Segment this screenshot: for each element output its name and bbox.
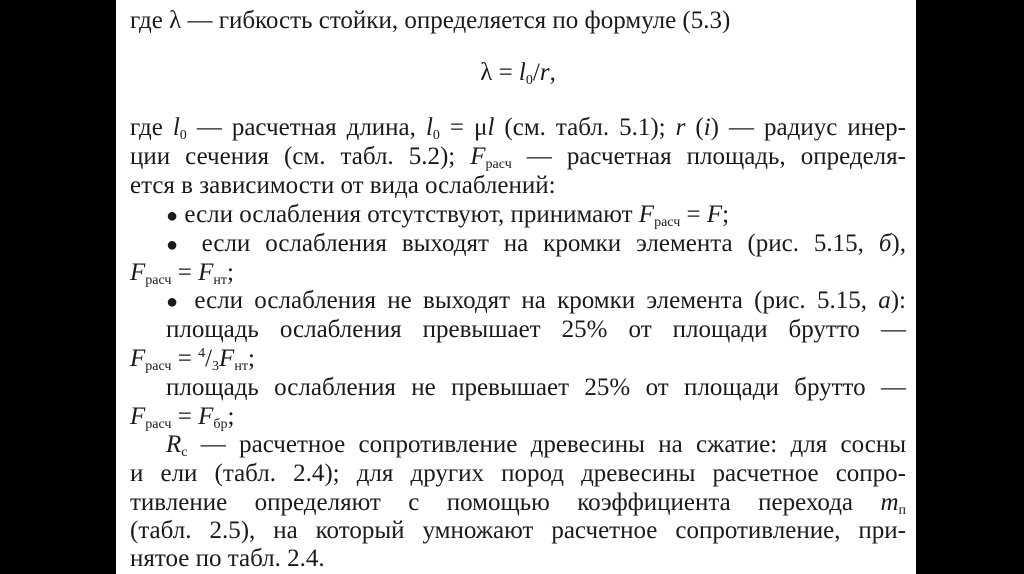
text-span: ;: [247, 345, 255, 372]
text-span: если ослабления не выходят на кромки элемента (рис. 5.15,: [183, 287, 879, 314]
text-sub: расч: [145, 417, 172, 432]
text-span: ),: [891, 230, 906, 257]
text-line: [130, 430, 906, 460]
text-sub: бр: [213, 417, 228, 432]
text-span: (: [685, 114, 704, 141]
text-span: /: [205, 345, 213, 372]
text-italic: F: [706, 201, 723, 228]
text-italic: l: [487, 114, 495, 141]
text-italic: l: [425, 114, 433, 141]
text-italic: б: [878, 230, 892, 257]
text-italic: l: [172, 114, 180, 141]
text-line: [130, 488, 906, 518]
bullet-item: [130, 200, 906, 230]
text-span: нятое по табл. 2.4.: [130, 545, 325, 572]
text-span: ции сечения (см. табл. 5.2);: [130, 143, 471, 170]
text-sub: c: [181, 445, 188, 460]
text-italic: а: [878, 287, 891, 314]
text-span: (табл. 2.5), на который умножают расчетное сопротивление, при-: [130, 517, 906, 544]
text-span: тивление определяют с помощью коэффициента перехода: [130, 489, 881, 516]
text-span: — расчетная площадь, определя-: [511, 143, 906, 170]
text-span: и ели (табл. 2.4); для других пород древесины расчетное сопро-: [130, 460, 906, 487]
bullet-item: [130, 229, 906, 259]
text-line: [130, 315, 906, 345]
formula-line: [130, 58, 906, 88]
bullet-icon: ●: [166, 291, 184, 313]
text-sub: расч: [485, 157, 512, 172]
text-italic: F: [638, 201, 655, 228]
text-italic: F: [130, 259, 146, 286]
text-italic: i: [703, 114, 711, 141]
text-line: [130, 258, 906, 288]
text-span: =: [171, 403, 199, 430]
text-span: ется в зависимости от вида ослаблений:: [130, 172, 556, 199]
formula-lambda: λ: [480, 59, 493, 86]
formula-slash: /: [532, 59, 540, 86]
text-span: ;: [722, 201, 730, 228]
bullet-icon: ●: [166, 205, 179, 227]
text-italic: m: [880, 489, 899, 516]
text-line: [130, 142, 906, 172]
text-sub: 3: [212, 359, 220, 374]
text-span: =: [171, 345, 199, 372]
document-page: [116, 0, 916, 574]
text-span: =: [680, 201, 707, 228]
text-span: ;: [227, 403, 235, 430]
text-italic: F: [130, 403, 146, 430]
text-sub: нт: [234, 359, 248, 374]
text-sub: расч: [145, 273, 172, 288]
formula-equals: =: [492, 59, 519, 86]
text-span: — расчетная длина,: [186, 114, 426, 141]
text-span: ):: [890, 287, 906, 314]
text-span: площадь ослабления превышает 25% от площади брутто —: [166, 316, 906, 343]
text-span: где λ — гибкость стойки, определяется по формуле (5.3): [130, 7, 731, 34]
formula-comma: ,: [549, 59, 556, 86]
text-span: где: [130, 114, 173, 141]
text-line: [130, 6, 906, 36]
text-span: если ослабления выходят на кромки элемента (рис. 5.15,: [186, 230, 879, 257]
text-line: [130, 171, 906, 201]
formula-sub: 0: [525, 73, 533, 88]
formula-l: l: [518, 59, 526, 86]
text-span: — расчетное сопротивление древесины на сжатие: для сосны: [187, 431, 906, 458]
text-span: если ослабления отсутствуют, принимают: [178, 201, 639, 228]
text-line: [130, 459, 906, 489]
text-sub: нт: [213, 273, 227, 288]
text-sub: расч: [654, 215, 681, 230]
text-italic: F: [130, 345, 146, 372]
text-span: = μ: [439, 114, 488, 141]
text-span: площадь ослабления не превышает 25% от площади брутто —: [166, 374, 906, 401]
bullet-item: [130, 286, 906, 316]
text-sub: 0: [432, 128, 440, 143]
bullet-icon: ●: [166, 234, 187, 256]
text-line: [130, 113, 906, 143]
text-sub: п: [898, 503, 906, 518]
text-line: [130, 516, 906, 546]
text-line: [130, 344, 906, 374]
text-span: (см. табл. 5.1);: [494, 114, 676, 141]
text-sub: расч: [145, 359, 172, 374]
text-italic: F: [470, 143, 486, 170]
text-italic: r: [675, 114, 686, 141]
text-span: ;: [227, 259, 234, 286]
text-italic: F: [198, 403, 214, 430]
text-italic: F: [198, 259, 214, 286]
formula-r: r: [539, 59, 550, 86]
text-italic: F: [219, 345, 235, 372]
text-line: [130, 402, 906, 432]
text-span: ) — радиус инер-: [710, 114, 907, 141]
text-line: [130, 544, 906, 574]
text-span: =: [171, 259, 199, 286]
text-sup: 4: [198, 346, 206, 361]
text-italic: R: [166, 431, 182, 458]
text-sub: 0: [179, 128, 187, 143]
text-line: [130, 373, 906, 403]
